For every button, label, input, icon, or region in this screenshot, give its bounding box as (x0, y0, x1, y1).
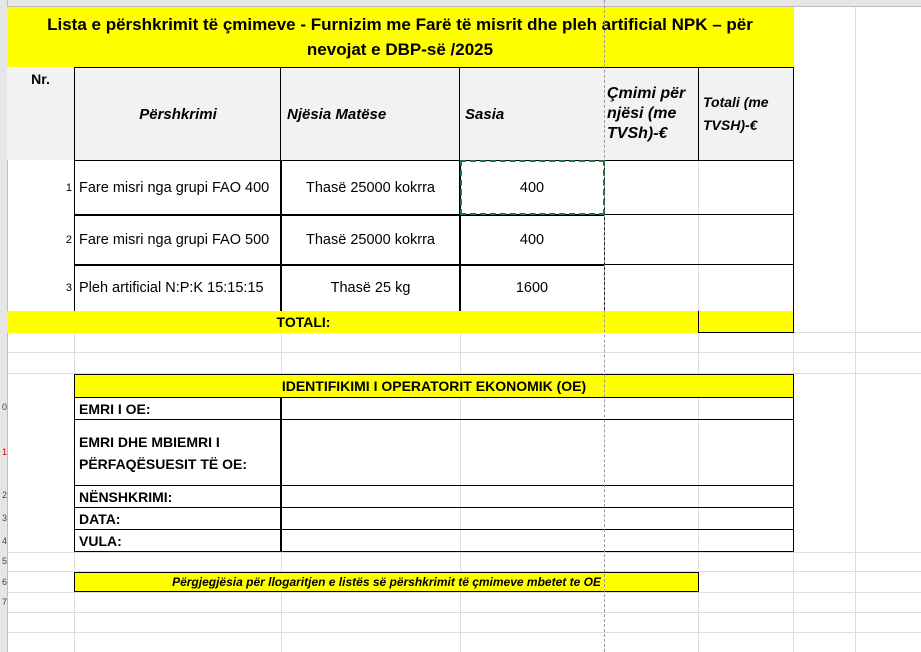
totali-spacer[interactable] (600, 311, 699, 333)
selected-cell[interactable] (460, 160, 605, 215)
header-nr-label: Nr. (31, 71, 50, 87)
row-sasia[interactable]: 1600 (459, 264, 605, 312)
gridline (0, 352, 921, 353)
row-separator (604, 214, 794, 215)
row-totali[interactable] (698, 214, 794, 266)
totali-label[interactable]: TOTALI: (7, 311, 600, 333)
row-number[interactable]: 3 (1, 513, 7, 523)
gridline (0, 632, 921, 633)
row-totali[interactable] (698, 264, 794, 312)
row-pershkrimi[interactable]: Fare misri nga grupi FAO 400 (74, 160, 282, 216)
operator-perfaqesuesi-input[interactable] (280, 419, 794, 486)
header-njesia[interactable]: Njësia Matëse (280, 67, 461, 161)
operator-data-label[interactable]: DATA: (74, 507, 282, 530)
row-nr[interactable]: 3 (65, 282, 72, 294)
page-break-line (604, 0, 605, 652)
gridline (855, 0, 856, 652)
operator-nenshkrimi-label[interactable]: NËNSHKRIMI: (74, 485, 282, 508)
column-headers[interactable] (0, 0, 921, 7)
row-number[interactable]: 7 (1, 597, 7, 607)
row-number[interactable]: 2 (1, 490, 7, 500)
gridline (0, 552, 921, 553)
operator-data-input[interactable] (280, 507, 794, 530)
row-number[interactable]: 0 (1, 402, 7, 412)
row-number[interactable]: 6 (1, 577, 7, 587)
operator-nenshkrimi-input[interactable] (280, 485, 794, 508)
header-nr[interactable] (7, 67, 74, 160)
header-cmimi[interactable]: Çmimi për njësi (me TVSh)-€ (604, 67, 699, 161)
row-sasia[interactable]: 400 (459, 160, 605, 216)
row-number[interactable]: 1 (1, 447, 7, 457)
row-number[interactable]: 5 (1, 556, 7, 566)
row-separator (604, 264, 794, 265)
row-pershkrimi[interactable]: Fare misri nga grupi FAO 500 (74, 214, 282, 266)
operator-vula-input[interactable] (280, 529, 794, 552)
operator-vula-label[interactable]: VULA: (74, 529, 282, 552)
page-title[interactable]: Lista e përshkrimit të çmimeve - Furnizim me Farë të misrit dhe pleh artificial NPK – për nevojat e DBP-së /2025 (7, 7, 793, 67)
operator-header[interactable]: IDENTIFIKIMI I OPERATORIT EKONOMIK (OE) (74, 374, 794, 398)
header-totali[interactable]: Totali (me TVSH)-€ (698, 67, 794, 161)
row-nr[interactable]: 2 (65, 234, 72, 246)
row-nr[interactable]: 1 (65, 182, 72, 194)
row-totali[interactable] (698, 160, 794, 216)
responsibility-note[interactable]: Përgjegjësia për llogaritjen e listës së përshkrimit të çmimeve mbetet te OE (74, 572, 699, 592)
row-sasia[interactable]: 400 (459, 214, 605, 266)
gridline (0, 612, 921, 613)
row-njesia[interactable]: Thasë 25 kg (280, 264, 461, 312)
totali-value[interactable] (698, 311, 794, 333)
operator-emri-label[interactable]: EMRI I OE: (74, 397, 282, 420)
operator-perfaqesuesi-label[interactable]: EMRI DHE MBIEMRI I PËRFAQËSUESIT TË OE: (74, 419, 282, 486)
header-pershkrimi[interactable]: Përshkrimi (74, 67, 282, 161)
operator-emri-input[interactable] (280, 397, 794, 420)
gridline (0, 592, 921, 593)
row-pershkrimi[interactable]: Pleh artificial N:P:K 15:15:15 (74, 264, 282, 312)
row-njesia[interactable]: Thasë 25000 kokrra (280, 160, 461, 216)
row-njesia[interactable]: Thasë 25000 kokrra (280, 214, 461, 266)
row-number[interactable]: 4 (1, 536, 7, 546)
header-sasia[interactable]: Sasia (459, 67, 605, 161)
